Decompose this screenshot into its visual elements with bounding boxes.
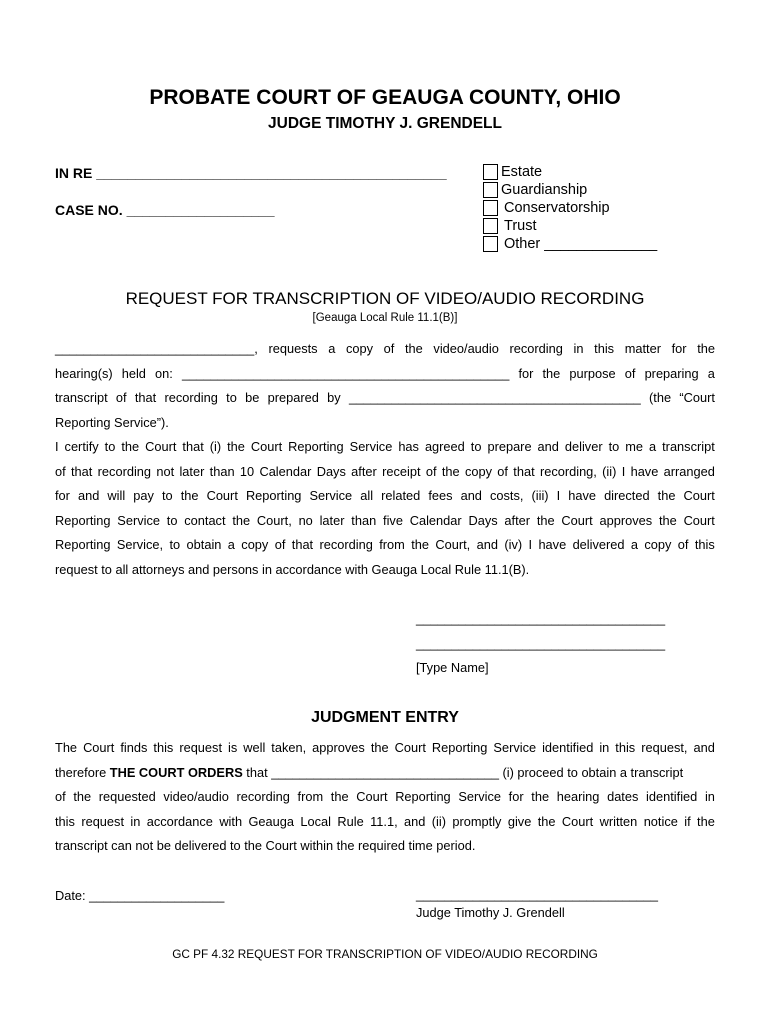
word: Court, — [256, 513, 292, 528]
word: obtain — [186, 537, 222, 552]
word: the — [537, 814, 556, 829]
checkbox-other[interactable] — [483, 236, 657, 252]
word: request — [179, 740, 222, 755]
request-text — [55, 537, 715, 552]
judgment-line — [55, 838, 715, 853]
word: a — [328, 341, 336, 356]
word: Geauga — [248, 814, 295, 829]
word: copy — [644, 537, 672, 552]
word: copy — [345, 341, 374, 356]
word: and — [693, 740, 715, 755]
request-text: Reporting Service”). — [55, 415, 169, 430]
word: to — [169, 537, 181, 552]
word: recording — [236, 789, 290, 804]
word: deliver — [564, 439, 603, 454]
word: to — [166, 513, 178, 528]
word: of — [425, 464, 437, 479]
judgment-text: transcript can not be delivered to the Court within the required time period. — [55, 838, 476, 853]
checkbox-label: Conservatorship — [504, 200, 610, 216]
word: I — [55, 439, 59, 454]
word: of — [274, 537, 286, 552]
court-orders-text: THE COURT ORDERS — [109, 765, 243, 780]
word: to — [161, 488, 173, 503]
word: have — [568, 488, 596, 503]
word: from — [379, 537, 405, 552]
word: (ii) — [602, 464, 617, 479]
word: accordance — [146, 814, 213, 829]
word: (iii) — [531, 488, 549, 503]
request-line — [55, 537, 715, 552]
word: will — [107, 488, 126, 503]
word: Court — [561, 513, 593, 528]
date-field: Date: ___________________ — [55, 888, 225, 903]
word: this — [694, 537, 715, 552]
word: the — [536, 513, 555, 528]
word: Court — [250, 439, 283, 454]
checkbox-box[interactable] — [483, 236, 498, 252]
word: agreed — [424, 439, 465, 454]
word: request — [81, 814, 124, 829]
word: the — [697, 341, 715, 356]
word: the — [531, 789, 550, 804]
word: this — [615, 740, 636, 755]
word: receipt — [382, 464, 421, 479]
judgment-line — [55, 740, 715, 755]
court-title: PROBATE COURT OF GEAUGA COUNTY, OHIO — [149, 86, 621, 109]
request-text — [55, 513, 715, 528]
word: than — [209, 464, 235, 479]
word: contact — [184, 513, 226, 528]
word: not — [156, 464, 175, 479]
judgment-text — [55, 814, 715, 829]
request-text — [55, 341, 715, 356]
word: this — [153, 740, 174, 755]
word: that — [134, 390, 157, 405]
word: have — [630, 464, 659, 479]
word: _________________________________________ — [348, 390, 641, 405]
request-line — [55, 390, 715, 405]
request-text — [55, 439, 715, 454]
word: to — [608, 439, 620, 454]
word: Days — [468, 513, 498, 528]
word: Days — [316, 464, 346, 479]
word: copy — [464, 464, 492, 479]
word: “Court — [679, 390, 715, 405]
word: than — [351, 513, 377, 528]
word: for — [508, 789, 524, 804]
request-line — [55, 415, 715, 430]
word: related — [381, 488, 421, 503]
word: by — [327, 390, 341, 405]
request-line — [55, 562, 715, 577]
word: all — [360, 488, 374, 503]
word: the — [441, 464, 460, 479]
checkbox-estate[interactable] — [483, 164, 542, 180]
word: of — [55, 464, 66, 479]
word: the — [227, 439, 245, 454]
word: with — [219, 814, 243, 829]
judgment-text — [55, 789, 715, 804]
word: and — [476, 537, 498, 552]
word: (ii) — [431, 814, 446, 829]
checkbox-label: Guardianship — [501, 182, 588, 198]
word: Service, — [116, 537, 164, 552]
word: the — [73, 789, 92, 804]
word: for — [55, 488, 70, 503]
word: a — [649, 439, 657, 454]
request-line — [55, 513, 715, 528]
word: request, — [641, 740, 688, 755]
word: a — [707, 366, 715, 381]
form-footer: GC PF 4.32 REQUEST FOR TRANSCRIPTION OF VIDEO/AUDIO RECORDING — [172, 947, 598, 961]
checkbox-conservatorship[interactable] — [483, 200, 610, 216]
word: recording — [97, 464, 152, 479]
request-text — [55, 488, 715, 503]
word: later — [319, 513, 345, 528]
checkbox-box[interactable] — [483, 200, 498, 216]
word: and — [460, 488, 482, 503]
word: The — [55, 740, 78, 755]
request-line — [55, 488, 715, 503]
word: I — [621, 464, 626, 479]
checkbox-guardianship[interactable] — [483, 182, 587, 198]
word: the — [411, 537, 430, 552]
judgment-text: therefore — [55, 765, 110, 780]
word: and — [537, 439, 559, 454]
request-line — [55, 341, 715, 356]
request-title: REQUEST FOR TRANSCRIPTION OF VIDEO/AUDIO RECORDING — [125, 289, 645, 308]
word: identified — [542, 740, 594, 755]
request-line — [55, 464, 715, 479]
word: Service — [458, 789, 502, 804]
word: taken, — [271, 740, 307, 755]
checkbox-label: Estate — [501, 164, 543, 180]
word: Reporting — [55, 537, 111, 552]
word: on: — [155, 366, 173, 381]
word: Court — [206, 488, 238, 503]
word: approves — [312, 740, 365, 755]
word: prepare — [487, 439, 532, 454]
word: recording — [509, 341, 563, 356]
word: this — [594, 341, 615, 356]
judge-name: Judge Timothy J. Grendell — [416, 905, 565, 920]
word: Reporting — [395, 789, 451, 804]
word: dates — [607, 789, 639, 804]
word: identified — [646, 789, 698, 804]
word: directed — [604, 488, 650, 503]
word: the — [232, 513, 251, 528]
word: a — [227, 537, 235, 552]
word: preparing — [644, 366, 699, 381]
word: recording, — [539, 464, 597, 479]
word: approves — [599, 513, 653, 528]
word: that — [291, 537, 314, 552]
word: a — [630, 537, 638, 552]
word: Court — [561, 814, 594, 829]
word: certify — [64, 439, 99, 454]
word: five — [383, 513, 403, 528]
word: Service — [117, 513, 160, 528]
in-re-field: IN RE _____________________________________________ — [55, 165, 447, 181]
word: the — [370, 740, 389, 755]
word: have — [538, 537, 567, 552]
word: and — [404, 814, 426, 829]
word: purpose — [569, 366, 616, 381]
word: requests — [268, 341, 318, 356]
word: of — [497, 464, 508, 479]
word: Reporting — [55, 513, 111, 528]
request-text: request to all attorneys and persons in accordance with Geauga Local Rule 11.1(B). — [55, 562, 530, 577]
word: hearing — [556, 789, 600, 804]
word: of — [55, 789, 66, 804]
judgment-line — [55, 814, 715, 829]
word: this — [55, 814, 75, 829]
word: if — [684, 814, 691, 829]
word: video/audio — [433, 341, 499, 356]
judge-signature-line: __________________________________ — [416, 887, 658, 902]
case-no-field: CASE NO. ___________________ — [55, 202, 275, 218]
word: notice — [643, 814, 678, 829]
word: after — [351, 464, 377, 479]
word: prepared — [267, 390, 319, 405]
word: finds — [120, 740, 148, 755]
word: to — [104, 439, 116, 454]
signature-line: ___________________________________ — [416, 611, 666, 626]
word: fees — [428, 488, 453, 503]
word: to — [226, 390, 237, 405]
word: costs, — [490, 488, 524, 503]
word: Reporting — [288, 439, 344, 454]
word: Court — [683, 488, 715, 503]
word: transcript — [662, 439, 715, 454]
word: Rule — [337, 814, 364, 829]
local-rule-reference: [Geauga Local Rule 11.1(B)] — [312, 312, 458, 324]
word: I — [556, 488, 561, 503]
word: Reporting — [431, 740, 488, 755]
word: copy — [241, 537, 269, 552]
word: later — [179, 464, 205, 479]
word: for — [518, 366, 534, 381]
checkbox-label: Trust — [504, 218, 537, 234]
checkbox-box[interactable] — [483, 164, 498, 180]
word: the — [404, 341, 423, 356]
word: Reporting — [245, 488, 302, 503]
word: ____________________________, — [55, 341, 258, 356]
word: the — [697, 814, 715, 829]
word: delivered — [572, 537, 625, 552]
judge-heading: JUDGE TIMOTHY J. GRENDELL — [268, 115, 502, 132]
word: 11.1, — [370, 814, 398, 829]
word: of — [624, 366, 636, 381]
word: Calendar — [259, 464, 312, 479]
word: after — [504, 513, 531, 528]
checkbox-box[interactable] — [483, 218, 498, 234]
word: of — [677, 537, 689, 552]
word: the — [121, 439, 140, 454]
word: arranged — [663, 464, 715, 479]
word: that — [182, 439, 204, 454]
word: give — [507, 814, 532, 829]
word: that — [71, 464, 93, 479]
word: (the — [649, 390, 672, 405]
word: of — [383, 341, 395, 356]
word: well — [243, 740, 266, 755]
word: from — [297, 789, 324, 804]
word: (iv) — [504, 537, 523, 552]
word: requested — [98, 789, 156, 804]
word: the — [658, 513, 677, 528]
word: the — [542, 366, 561, 381]
word: in — [704, 789, 715, 804]
word: in — [130, 814, 141, 829]
word: Service — [309, 488, 353, 503]
word: (i) — [209, 439, 222, 454]
request-text — [55, 366, 715, 381]
judgment-text: that ________________________________ (i) proceed to obtain a transcript — [242, 765, 684, 780]
word: 10 — [239, 464, 255, 479]
word: is — [228, 740, 238, 755]
word: me — [625, 439, 644, 454]
word: and — [78, 488, 100, 503]
word: recording — [319, 537, 373, 552]
word: the — [657, 488, 676, 503]
word: for — [671, 341, 687, 356]
word: be — [245, 390, 260, 405]
word: I — [528, 537, 533, 552]
word: ______________________________________________ — [181, 366, 510, 381]
word: Court — [356, 789, 388, 804]
word: Court, — [435, 537, 471, 552]
word: of — [115, 390, 127, 405]
checkbox-box[interactable] — [483, 182, 498, 198]
request-text — [55, 390, 715, 405]
request-text — [55, 464, 715, 479]
word: hearing(s) — [55, 366, 113, 381]
word: the — [180, 488, 199, 503]
word: Service — [349, 439, 393, 454]
word: Local — [300, 814, 331, 829]
word: Service — [493, 740, 537, 755]
type-name-label: [Type Name] — [416, 660, 489, 675]
word: Court — [394, 740, 426, 755]
judgment-line — [55, 765, 715, 780]
request-line — [55, 439, 715, 454]
word: transcript — [55, 390, 108, 405]
word: to — [470, 439, 482, 454]
word: that — [513, 464, 535, 479]
word: Court — [145, 439, 177, 454]
word: pay — [133, 488, 154, 503]
judgment-text — [55, 740, 715, 755]
word: has — [398, 439, 419, 454]
word: Court — [83, 740, 115, 755]
word: promptly — [452, 814, 502, 829]
word: in — [599, 740, 610, 755]
checkbox-label: Other ______________ — [504, 236, 658, 252]
signature-line: ___________________________________ — [416, 636, 666, 651]
word: the — [330, 789, 349, 804]
judgment-entry-title: JUDGMENT ENTRY — [311, 709, 459, 726]
word: recording — [164, 390, 218, 405]
judgment-line — [55, 789, 715, 804]
word: held — [121, 366, 146, 381]
request-line — [55, 366, 715, 381]
checkbox-trust[interactable] — [483, 218, 537, 234]
word: no — [298, 513, 313, 528]
word: Court — [683, 513, 715, 528]
word: matter — [624, 341, 661, 356]
word: written — [599, 814, 638, 829]
word: in — [573, 341, 584, 356]
word: video/audio — [163, 789, 229, 804]
word: Calendar — [409, 513, 462, 528]
